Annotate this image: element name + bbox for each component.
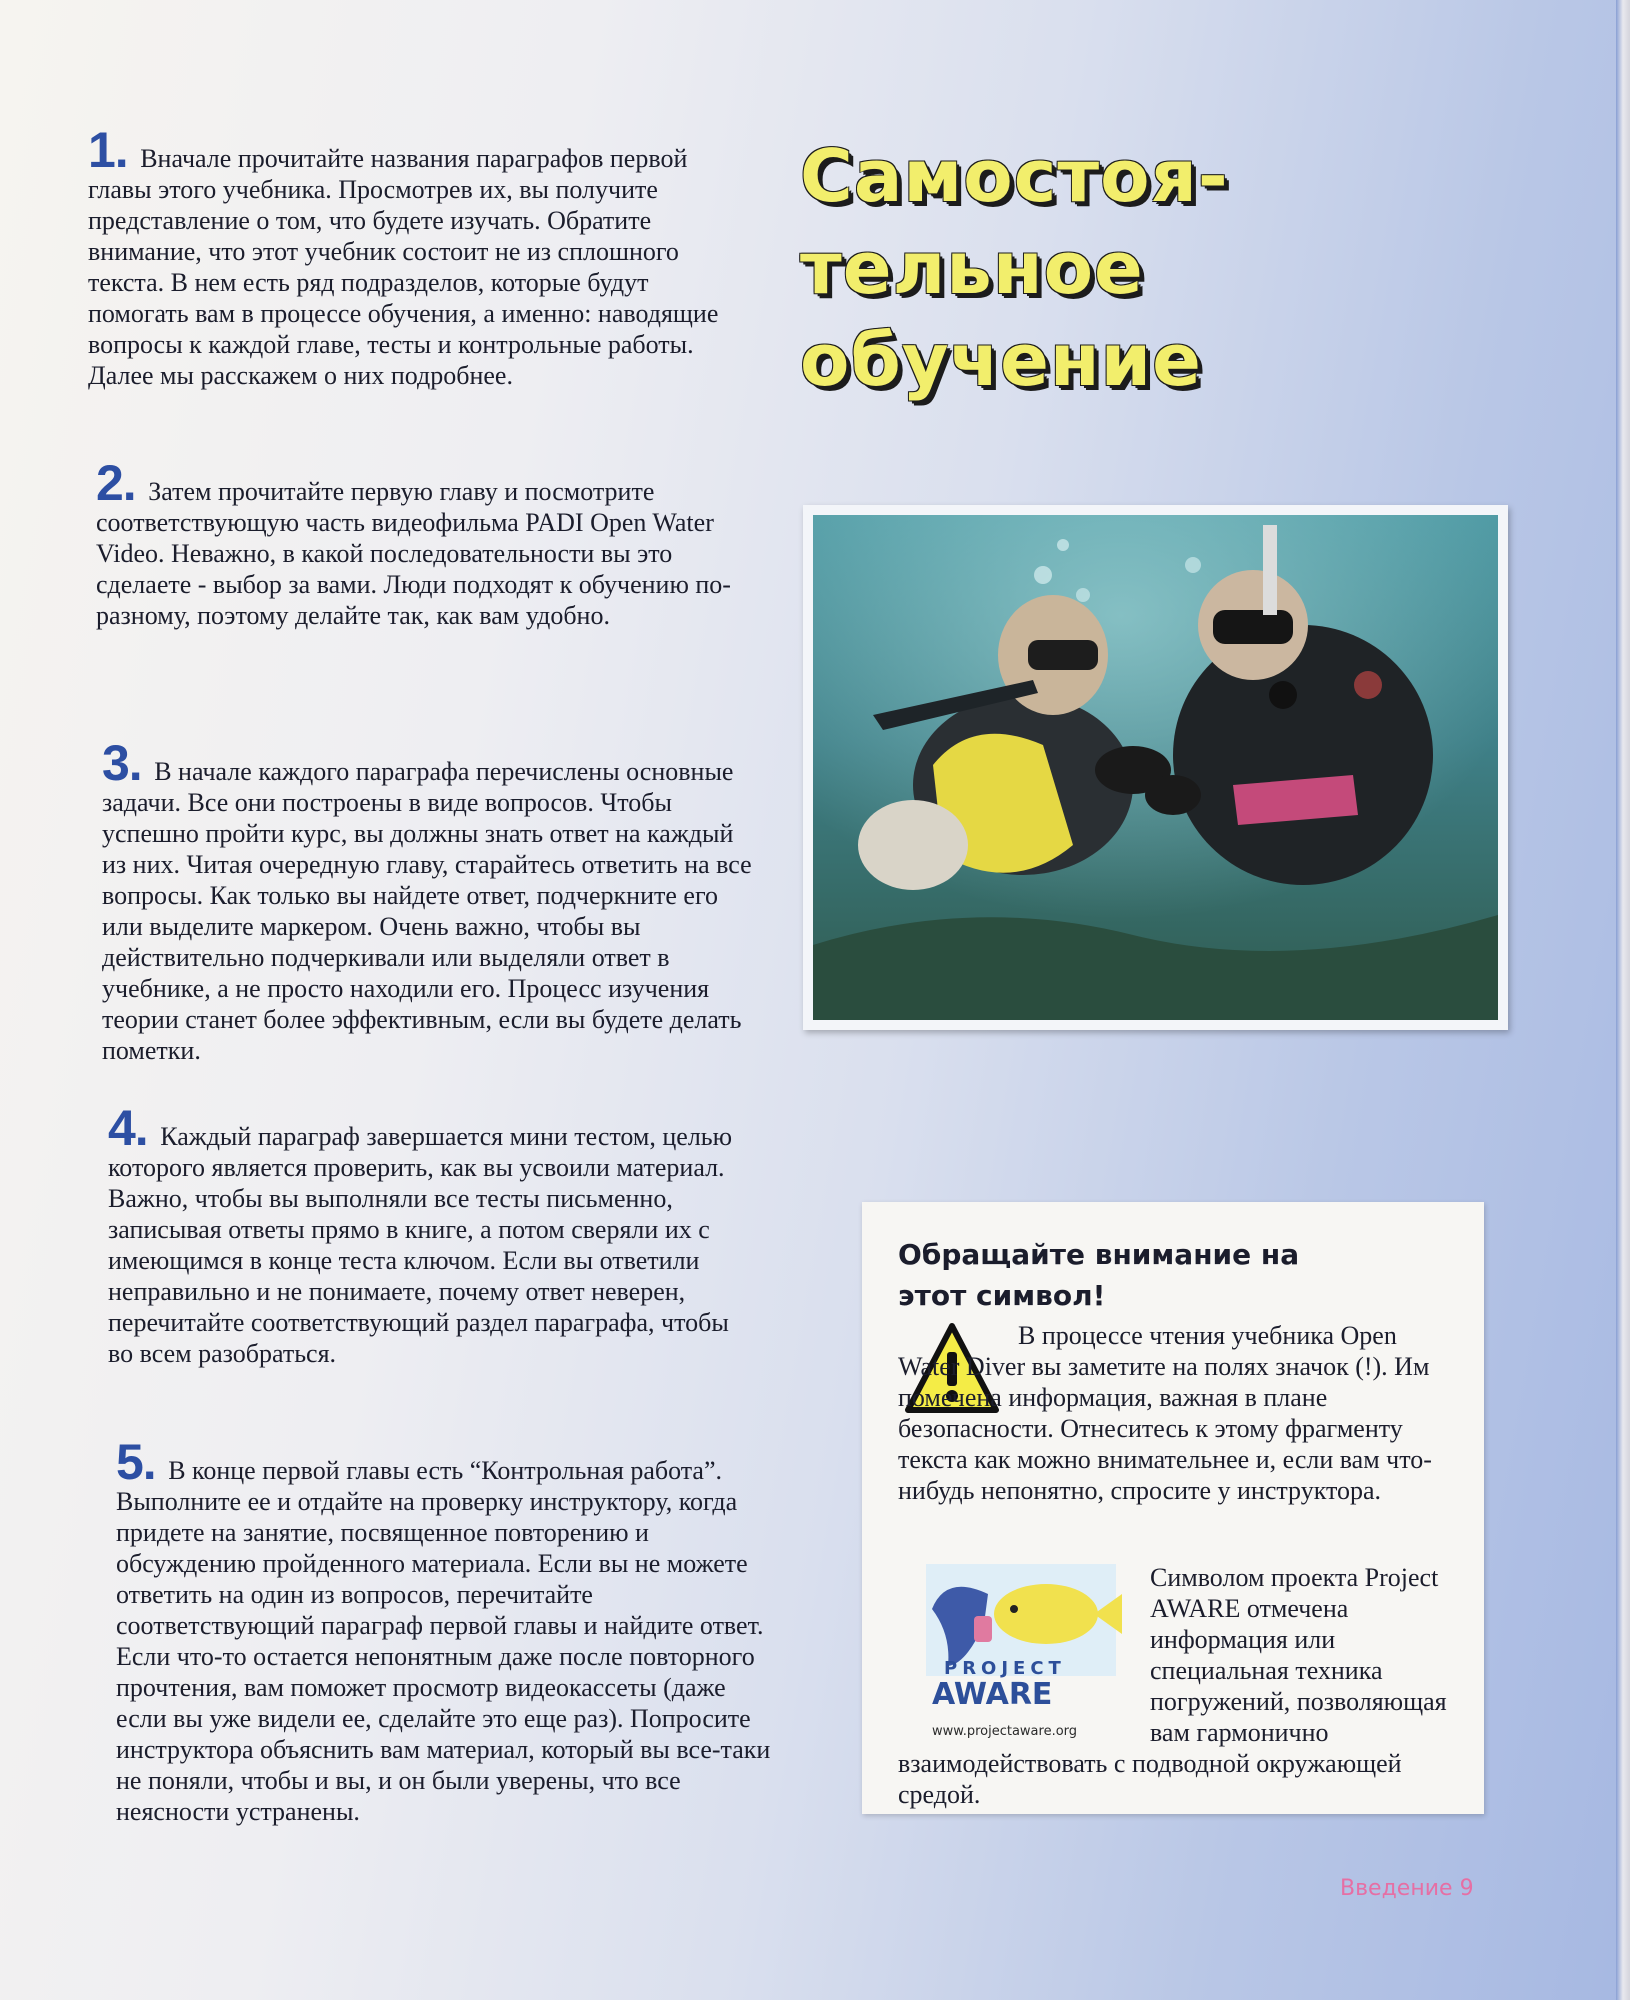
step-text: Каждый параграф завершается мини тестом, целью которого является проверить, как вы усвоили материал. Важно, чтобы вы выполняли все тесты письменно, записывая ответы прямо в книге, а потом сверяли их с имеющимся в конце теста ключом. Если вы ответили неправильно и не понимаете, почему ответ неверен, перечитайте соответствующий раздел параграфа, чтобы во всем разобраться.	[108, 1122, 733, 1368]
step-5	[116, 1434, 776, 1827]
step-text: Вначале прочитайте названия параграфов первой главы этого учебника. Просмотрев их, вы получите представление о том, что будете изучать. Обратите внимание, что этот учебник состоит не из сплошного текста. В нем есть ряд подразделов, которые будут помогать вам в процессе обучения, а именно: наводящие вопросы к каждой главе, тесты и контрольные работы. Далее мы расскажем о них подробнее.	[88, 144, 719, 390]
page-edge	[1616, 0, 1630, 2000]
step-text: В конце первой главы есть “Контрольная работа”. Выполните ее и отдайте на проверку инструктору, когда придете на занятие, посвященное повторению и обсуждению пройденного материала. Если вы не можете ответить на один из вопросов, перечитайте соответствующий параграф первой главы и найдите ответ. Если что-то остается непонятным даже после повторного прочтения, вам поможет просмотр видеокассеты (даже если вы уже видели ее, сделайте это еще раз). Попросите инструктора объяснить вам материал, который вы все-таки не поняли, чтобы и вы, и он были уверены, что все неясности устранены.	[116, 1456, 771, 1826]
step-3	[102, 735, 762, 1066]
safety-callout	[862, 1202, 1484, 1814]
step-number: 3.	[102, 735, 142, 791]
step-2	[96, 455, 756, 631]
step-1	[88, 122, 748, 391]
step-number: 4.	[108, 1100, 148, 1156]
step-text: Затем прочитайте первую главу и посмотрите соответствующую часть видеофильма PADI Open Water Video. Неважно, в какой последовательности вы это сделаете - выбор за вами. Люди подходят к обучению по-разному, поэтому делайте так, как вам удобно.	[96, 477, 731, 630]
logo-line-1: PROJECT	[944, 1658, 1066, 1679]
title-line: обучение	[800, 318, 1202, 402]
footer-page-number: 9	[1459, 1876, 1474, 1901]
step-number: 1.	[88, 122, 128, 178]
step-number: 2.	[96, 455, 136, 511]
page-title	[800, 130, 1360, 406]
logo-url: www.projectaware.org	[932, 1724, 1078, 1739]
title-line: тельное	[800, 226, 1144, 310]
logo-line-2: AWARE	[932, 1677, 1053, 1712]
aware-text: Символом проекта Project AWARE отмечена информация или специальная техника погружений, позволяющая вам гармонично взаимодействовать с подводной окружающей средой.	[898, 1563, 1447, 1809]
title-line: Самостоя-	[800, 134, 1229, 218]
footer-section: Введение	[1340, 1876, 1453, 1901]
step-4	[108, 1100, 758, 1369]
step-number: 5.	[116, 1434, 156, 1490]
warning-text: В процессе чтения учебника Open Water Diver вы заметите на полях значок (!). Им помечена информация, важная в плане безопасности. Отнеситесь к этому фрагменту текста как можно внимательнее и, если вам что-нибудь непонятно, спросите у инструктора.	[898, 1321, 1432, 1505]
underwater-divers-photo	[813, 515, 1498, 1020]
step-text: В начале каждого параграфа перечислены основные задачи. Все они построены в виде вопросов. Чтобы успешно пройти курс, вы должны знать ответ на каждый из них. Читая очередную главу, старайтесь ответить на все вопросы. Как только вы найдете ответ, подчеркните его или выделите маркером. Очень важно, чтобы вы действительно подчеркивали или выделяли ответ в учебнике, а не просто находили его. Процесс изучения теории станет более эффективным, если вы будете делать пометки.	[102, 757, 752, 1065]
photo-frame	[803, 505, 1508, 1030]
callout-title: Обращайте внимание на этот символ!	[898, 1238, 1300, 1312]
aware-text-block	[898, 1562, 1458, 1810]
page-footer	[1340, 1876, 1474, 1901]
